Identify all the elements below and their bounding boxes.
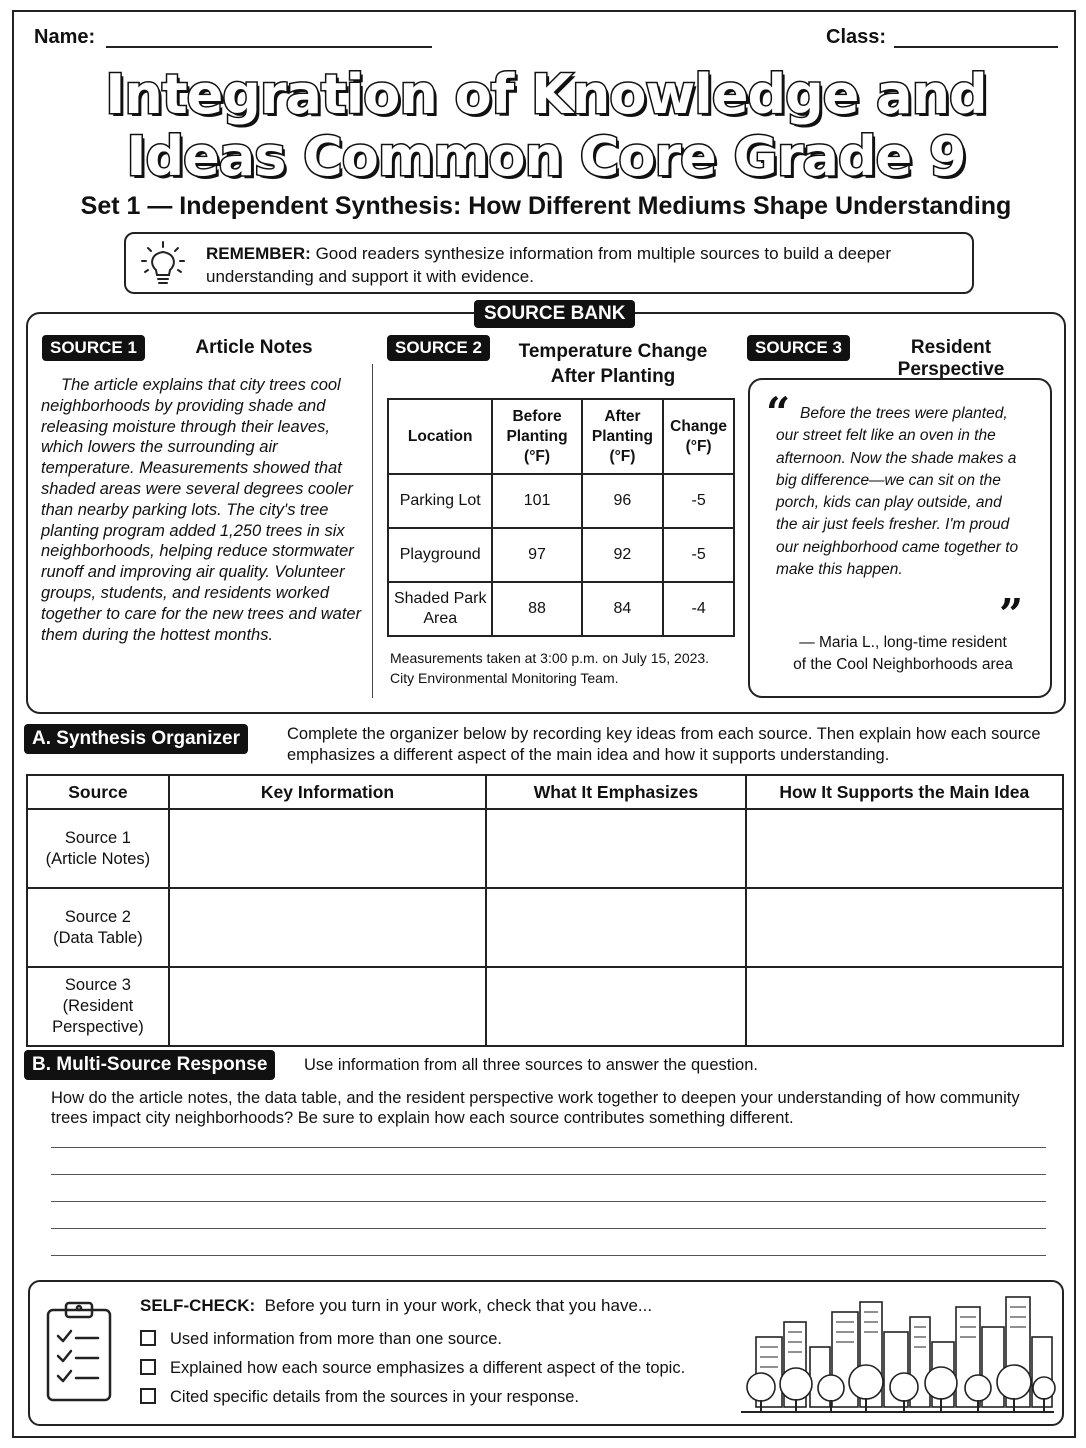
supports-cell[interactable] bbox=[746, 888, 1063, 967]
title-line-1: Integration of Knowledge and bbox=[105, 63, 987, 126]
source-label-line-1: Source 3 bbox=[64, 976, 131, 994]
col-location: Location bbox=[388, 399, 492, 474]
writing-line[interactable] bbox=[51, 1174, 1046, 1175]
checklist-item-label: Explained how each source emphasizes a different aspect of the topic. bbox=[170, 1359, 686, 1377]
supports-cell[interactable] bbox=[746, 809, 1063, 888]
source-2-tag: SOURCE 2 bbox=[387, 335, 490, 361]
source-3-tag: SOURCE 3 bbox=[747, 335, 850, 361]
writing-line[interactable] bbox=[51, 1255, 1046, 1256]
open-quote-icon: “ bbox=[766, 388, 791, 437]
close-quote-icon: ” bbox=[999, 590, 1024, 639]
source-label-line-2: (Resident bbox=[62, 997, 134, 1015]
remember-text bbox=[206, 242, 966, 288]
table-row bbox=[388, 582, 734, 636]
title-line-2: Ideas Common Core Grade 9 bbox=[126, 125, 966, 188]
self-check-intro: Before you turn in your work, check that you have... bbox=[264, 1296, 653, 1315]
organizer-source-cell bbox=[27, 888, 169, 967]
table-row bbox=[27, 888, 1063, 967]
cell-location: Playground bbox=[388, 528, 492, 582]
worksheet-page bbox=[12, 10, 1076, 1438]
organizer-source-cell bbox=[27, 967, 169, 1046]
class-field[interactable] bbox=[894, 46, 1058, 48]
source-label-line-2: (Article Notes) bbox=[45, 849, 151, 868]
lightbulb-icon bbox=[140, 240, 186, 288]
source-1-tag: SOURCE 1 bbox=[42, 335, 145, 361]
page-subtitle: Set 1 — Independent Synthesis: How Different Mediums Shape Understanding bbox=[80, 192, 1012, 220]
key-information-cell[interactable] bbox=[169, 809, 486, 888]
temperature-table bbox=[387, 398, 735, 637]
key-information-cell[interactable] bbox=[169, 967, 486, 1046]
source-2-title bbox=[506, 339, 720, 389]
col-before-planting: Before Planting (°F) bbox=[492, 399, 581, 474]
col-after-planting: After Planting (°F) bbox=[582, 399, 664, 474]
source-label-line-3: Perspective) bbox=[52, 1018, 144, 1036]
source-2-note bbox=[390, 648, 740, 688]
cell-before: 101 bbox=[492, 474, 581, 528]
source-bank-label: SOURCE BANK bbox=[474, 300, 635, 328]
source-1-title: Article Notes bbox=[195, 337, 313, 358]
name-label: Name: bbox=[34, 26, 96, 48]
city-skyline-trees-icon bbox=[736, 1292, 1056, 1417]
organizer-source-cell bbox=[27, 809, 169, 888]
cell-after: 92 bbox=[582, 528, 664, 582]
page-title bbox=[14, 64, 1078, 188]
cell-before: 88 bbox=[492, 582, 581, 636]
self-check-heading bbox=[140, 1296, 652, 1316]
name-field[interactable] bbox=[106, 46, 432, 48]
writing-line[interactable] bbox=[51, 1201, 1046, 1202]
checkbox[interactable] bbox=[140, 1359, 156, 1375]
writing-line[interactable] bbox=[51, 1228, 1046, 1229]
col-source: Source bbox=[27, 775, 169, 809]
source-label-line-2: (Data Table) bbox=[53, 928, 143, 947]
source-label-line-1: Source 2 bbox=[64, 907, 131, 926]
resident-quote: Before the trees were planted, our street felt like an oven in the afternoon. Now the shade makes a big difference—we can sit on the porch, kids can play outside, and the air just feels fresher. I'm proud our neighborhood came together to make this happen. bbox=[776, 405, 1019, 579]
col-what-it-emphasizes: What It Emphasizes bbox=[486, 775, 746, 809]
source-3-title: Resident Perspective bbox=[897, 337, 1005, 380]
checkbox[interactable] bbox=[140, 1330, 156, 1346]
organizer-header bbox=[27, 775, 1063, 809]
checklist-item bbox=[140, 1386, 579, 1408]
response-prompt: How do the article notes, the data table, and the resident perspective work together to deepen your understanding of how community trees impact city neighborhoods? Be sure to explain how each source contributes something different. bbox=[51, 1089, 1020, 1127]
cell-location: Shaded Park Area bbox=[388, 582, 492, 636]
col-change: Change (°F) bbox=[663, 399, 734, 474]
section-a-tag: A. Synthesis Organizer bbox=[24, 724, 248, 754]
checkbox[interactable] bbox=[140, 1388, 156, 1404]
attribution-line-2: of the Cool Neighborhoods area bbox=[793, 656, 1013, 673]
source-2-title-line-2: After Planting bbox=[550, 366, 676, 387]
cell-after: 84 bbox=[582, 582, 664, 636]
table-row bbox=[27, 967, 1063, 1046]
remember-label: REMEMBER: bbox=[206, 244, 311, 263]
cell-change: -4 bbox=[663, 582, 734, 636]
class-label: Class: bbox=[826, 26, 887, 48]
cell-change: -5 bbox=[663, 474, 734, 528]
table-row bbox=[27, 809, 1063, 888]
checklist-item-label: Cited specific details from the sources in your response. bbox=[170, 1388, 580, 1406]
checklist-item-label: Used information from more than one source. bbox=[170, 1330, 502, 1348]
writing-line[interactable] bbox=[51, 1147, 1046, 1148]
table-row bbox=[388, 528, 734, 582]
emphasizes-cell[interactable] bbox=[486, 967, 746, 1046]
source-label-line-1: Source 1 bbox=[64, 828, 131, 847]
checklist-item bbox=[140, 1357, 685, 1379]
section-a-instructions: Complete the organizer below by recording key ideas from each source. Then explain how each source emphasizes a different aspect of the main idea and how it supports understanding. bbox=[287, 725, 1041, 764]
synthesis-organizer-table bbox=[26, 774, 1064, 1047]
table-row bbox=[388, 474, 734, 528]
source-2-note-line-1: Measurements taken at 3:00 p.m. on July 15, 2023. bbox=[390, 650, 710, 666]
col-how-it-supports: How It Supports the Main Idea bbox=[746, 775, 1063, 809]
source-2-note-line-2: City Environmental Monitoring Team. bbox=[390, 670, 619, 686]
section-b-tag: B. Multi-Source Response bbox=[24, 1050, 275, 1080]
emphasizes-cell[interactable] bbox=[486, 809, 746, 888]
remember-body: Good readers synthesize information from multiple sources to build a deeper understanding and support it with evidence. bbox=[206, 244, 892, 286]
quote-attribution bbox=[758, 632, 1048, 676]
col-key-information: Key Information bbox=[169, 775, 486, 809]
cell-before: 97 bbox=[492, 528, 581, 582]
clipboard-checklist-icon bbox=[44, 1300, 114, 1404]
checklist-item bbox=[140, 1328, 502, 1350]
cell-after: 96 bbox=[582, 474, 664, 528]
emphasizes-cell[interactable] bbox=[486, 888, 746, 967]
cell-change: -5 bbox=[663, 528, 734, 582]
remember-box bbox=[124, 232, 974, 294]
section-b-instructions: Use information from all three sources to answer the question. bbox=[304, 1056, 758, 1074]
source-divider bbox=[372, 364, 373, 698]
key-information-cell[interactable] bbox=[169, 888, 486, 967]
source-1-text: The article explains that city trees cool neighborhoods by providing shade and releasing moisture through their leaves, which lowers the surrounding air temperature. Measurements showed that shaded areas were several degrees cooler than nearby parking lots. The city's tree planting program added 1,250 trees in six neighborhoods, helping reduce stormwater runoff and improving air quality. Volunteer groups, students, and residents worked together to care for the new trees and water them during the hottest months. bbox=[41, 376, 362, 644]
supports-cell[interactable] bbox=[746, 967, 1063, 1046]
temperature-table-header bbox=[388, 399, 734, 474]
source-2-title-line-1: Temperature Change bbox=[518, 341, 708, 362]
cell-location: Parking Lot bbox=[388, 474, 492, 528]
self-check-label: SELF-CHECK: bbox=[140, 1296, 256, 1315]
attribution-line-1: — Maria L., long-time resident bbox=[799, 634, 1007, 651]
